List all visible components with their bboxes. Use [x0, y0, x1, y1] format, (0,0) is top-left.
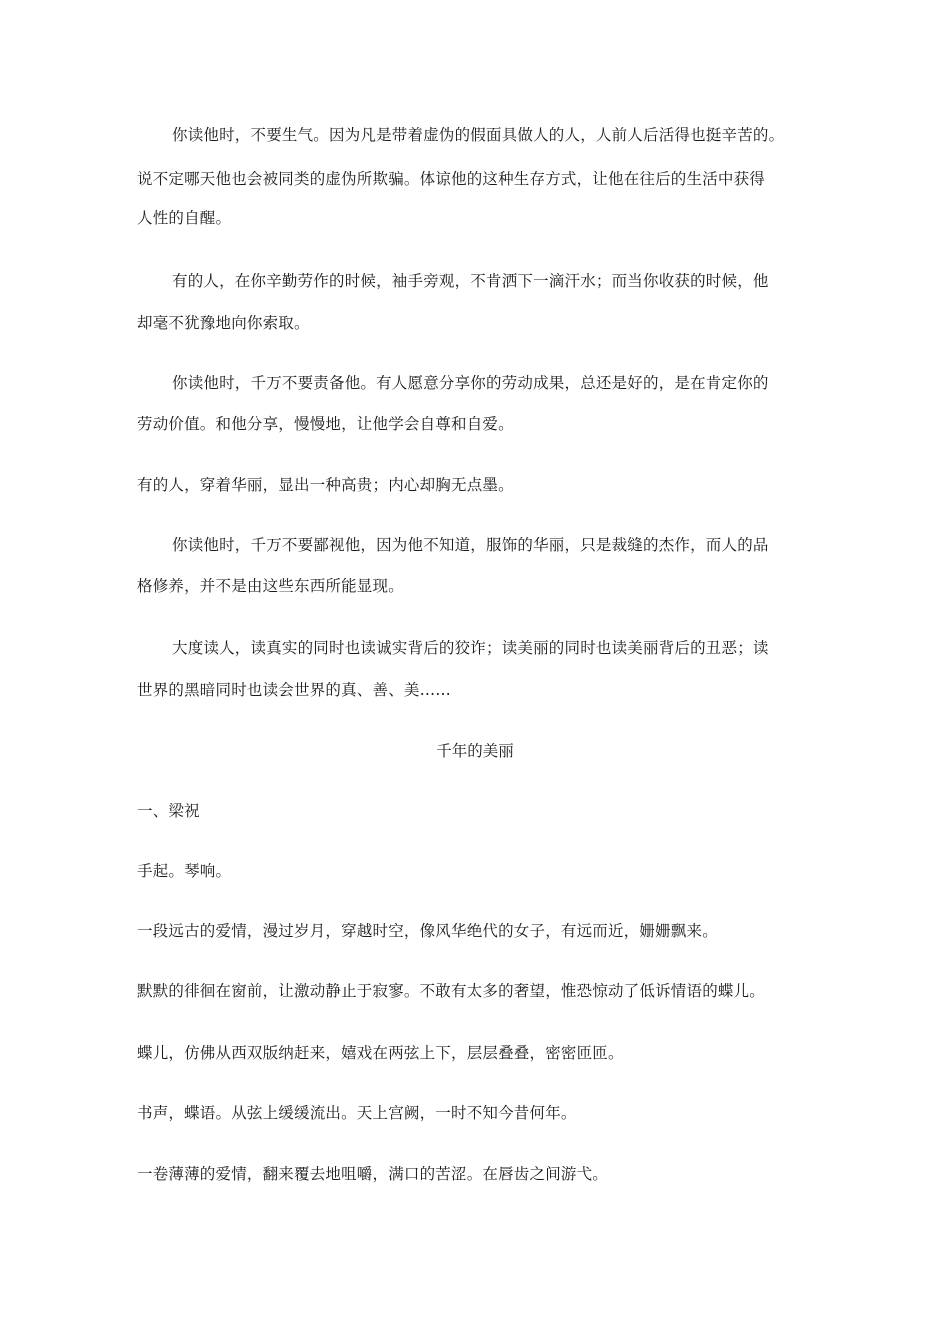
subsection-heading: 一、梁祝	[137, 802, 200, 820]
paragraph-1-line-1: 你读他时，不要生气。因为凡是带着虚伪的假面具做人的人，人前人后活得也挺辛苦的。	[172, 126, 785, 144]
verse-line: 手起。琴响。	[137, 862, 232, 880]
verse-line: 书声，蝶语。从弦上缓缓流出。天上宫阙，一时不知今昔何年。	[137, 1104, 577, 1122]
paragraph-3-line-1: 你读他时，千万不要责备他。有人愿意分享你的劳动成果，总还是好的，是在肯定你的	[172, 374, 769, 392]
paragraph-2-line-1: 有的人，在你辛勤劳作的时候，袖手旁观，不肯洒下一滴汗水；而当你收获的时候，他	[172, 272, 769, 290]
paragraph-6-line-2: 世界的黑暗同时也读会世界的真、善、美……	[137, 681, 452, 699]
paragraph-6-line-1: 大度读人，读真实的同时也读诚实背后的狡诈；读美丽的同时也读美丽背后的丑恶；读	[172, 639, 769, 657]
paragraph-3-line-2: 劳动价值。和他分享，慢慢地，让他学会自尊和自爱。	[137, 415, 514, 433]
paragraph-4-line-1: 有的人，穿着华丽，显出一种高贵；内心却胸无点墨。	[137, 476, 514, 494]
paragraph-5-line-1: 你读他时，千万不要鄙视他，因为他不知道，服饰的华丽，只是裁缝的杰作，而人的品	[172, 536, 769, 554]
paragraph-2-line-2: 却毫不犹豫地向你索取。	[137, 314, 310, 332]
paragraph-1-line-3: 人性的自醒。	[137, 209, 232, 227]
verse-line: 一卷薄薄的爱情，翻来覆去地咀嚼，满口的苦涩。在唇齿之间游弋。	[137, 1165, 609, 1183]
paragraph-1-line-2: 说不定哪天他也会被同类的虚伪所欺骗。体谅他的这种生存方式，让他在往后的生活中获得	[137, 170, 766, 188]
verse-line: 默默的徘徊在窗前，让激动静止于寂寥。不敢有太多的奢望，惟恐惊动了低诉情语的蝶儿。	[137, 982, 766, 1000]
paragraph-5-line-2: 格修养，并不是由这些东西所能显现。	[137, 577, 404, 595]
verse-line: 蝶儿，仿佛从西双版纳赶来，嬉戏在两弦上下，层层叠叠，密密匝匝。	[137, 1044, 624, 1062]
verse-line: 一段远古的爱情，漫过岁月，穿越时空，像风华绝代的女子，有远而近，姗姗飘来。	[137, 922, 718, 940]
section-title: 千年的美丽	[436, 742, 514, 760]
